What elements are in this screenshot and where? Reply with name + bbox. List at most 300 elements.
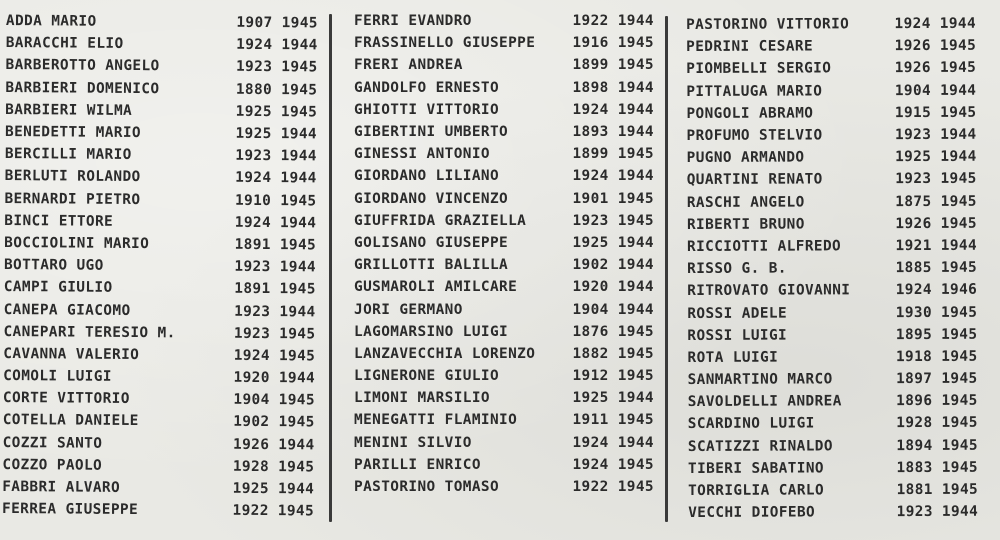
birth-year: 1923 xyxy=(233,325,271,342)
birth-year: 1923 xyxy=(234,258,271,276)
birth-year: 1924 xyxy=(894,16,931,33)
life-years xyxy=(236,81,318,98)
person-name: BOTTARO UGO xyxy=(3,257,104,274)
name-entry xyxy=(354,387,654,409)
life-years xyxy=(235,237,317,254)
name-entry xyxy=(354,165,654,187)
name-entry xyxy=(686,35,976,58)
birth-year: 1923 xyxy=(894,126,932,144)
life-years xyxy=(895,38,977,54)
death-year: 1945 xyxy=(617,212,654,229)
person-name: PITTALUGA MARIO xyxy=(686,83,823,100)
name-entry xyxy=(354,432,654,454)
person-name: MENEGATTI FLAMINIO xyxy=(354,412,518,429)
life-years xyxy=(572,324,654,340)
person-name: ADDA MARIO xyxy=(5,13,97,30)
birth-year: 1923 xyxy=(234,303,271,320)
birth-year: 1895 xyxy=(895,326,933,343)
birth-year: 1904 xyxy=(233,392,270,409)
birth-year: 1923 xyxy=(572,212,609,229)
life-years xyxy=(895,127,977,143)
name-entry xyxy=(5,99,317,124)
death-year: 1945 xyxy=(941,304,978,321)
person-name: TIBERI SABATINO xyxy=(687,460,824,477)
death-year: 1944 xyxy=(279,303,316,320)
life-years xyxy=(232,503,314,520)
birth-year: 1920 xyxy=(233,369,270,387)
death-year: 1945 xyxy=(617,368,654,385)
life-years xyxy=(572,457,654,473)
person-name: BARBIERI WILMA xyxy=(5,101,133,119)
birth-year: 1922 xyxy=(232,503,269,520)
person-name: SCARDINO LUIGI xyxy=(687,415,815,433)
death-year: 1945 xyxy=(277,503,315,520)
death-year: 1945 xyxy=(281,59,318,76)
birth-year: 1897 xyxy=(896,371,933,388)
name-entry xyxy=(5,143,317,168)
life-years xyxy=(572,124,654,140)
life-years xyxy=(572,479,654,495)
person-name: PASTORINO TOMASO xyxy=(354,479,500,496)
person-name: COZZI SANTO xyxy=(2,434,103,452)
birth-year: 1926 xyxy=(233,436,270,453)
name-entry xyxy=(688,434,978,457)
person-name: PONGOLI ABRAMO xyxy=(686,105,814,122)
death-year: 1945 xyxy=(617,146,654,163)
person-name: GUSMAROLI AMILCARE xyxy=(354,279,518,296)
birth-year: 1912 xyxy=(572,368,609,385)
person-name: SANMARTINO MARCO xyxy=(687,371,833,389)
name-entry xyxy=(5,121,317,146)
person-name: GIBERTINI UMBERTO xyxy=(354,124,509,141)
death-year: 1945 xyxy=(278,414,315,431)
life-years xyxy=(895,171,977,187)
life-years xyxy=(896,393,978,409)
person-name: BINCI ETTORE xyxy=(4,212,114,230)
life-years xyxy=(235,126,317,143)
life-years xyxy=(896,371,978,387)
death-year: 1945 xyxy=(941,459,979,476)
person-name: FABBRI ALVARO xyxy=(2,479,121,496)
name-entry xyxy=(686,13,976,36)
name-entry xyxy=(4,298,316,323)
birth-year: 1883 xyxy=(896,459,933,476)
life-years xyxy=(896,282,978,298)
life-years xyxy=(895,149,977,165)
name-entry xyxy=(6,32,318,57)
person-name: GOLISANO GIUSEPPE xyxy=(354,234,509,251)
birth-year: 1910 xyxy=(234,192,272,209)
person-name: RICCIOTTI ALFREDO xyxy=(686,238,842,255)
person-name: LIMONI MARSILIO xyxy=(354,390,490,407)
death-year: 1945 xyxy=(940,215,977,232)
name-entry xyxy=(3,387,315,412)
life-years xyxy=(233,392,315,409)
death-year: 1945 xyxy=(281,81,318,99)
person-name: GHIOTTI VITTORIO xyxy=(354,101,500,118)
death-year: 1946 xyxy=(940,282,978,299)
birth-year: 1882 xyxy=(572,345,609,362)
name-entry xyxy=(4,210,316,235)
death-year: 1944 xyxy=(280,170,317,187)
person-name: ROTA LUIGI xyxy=(687,349,779,366)
birth-year: 1920 xyxy=(572,279,609,296)
birth-year: 1876 xyxy=(572,323,609,340)
life-years xyxy=(897,482,979,498)
birth-year: 1925 xyxy=(235,103,273,120)
person-name: COTELLA DANIELE xyxy=(2,412,139,430)
life-years xyxy=(233,459,315,476)
life-years xyxy=(572,213,654,229)
name-entry xyxy=(687,190,977,213)
name-entry xyxy=(5,54,317,79)
birth-year: 1924 xyxy=(895,282,932,299)
birth-year: 1923 xyxy=(896,504,933,521)
death-year: 1945 xyxy=(617,412,654,429)
death-year: 1945 xyxy=(278,458,315,476)
person-name: FERRI EVANDRO xyxy=(354,13,472,30)
life-years xyxy=(233,481,315,498)
person-name: PASTORINO VITTORIO xyxy=(686,16,850,34)
life-years xyxy=(234,303,316,320)
names-column-1 xyxy=(2,10,318,523)
life-years xyxy=(896,460,978,476)
name-entry xyxy=(3,343,315,368)
life-years xyxy=(236,37,318,54)
death-year: 1944 xyxy=(941,503,979,521)
birth-year: 1925 xyxy=(572,234,609,251)
death-year: 1944 xyxy=(617,79,654,96)
name-entry xyxy=(2,498,314,523)
death-year: 1945 xyxy=(278,348,316,365)
death-year: 1944 xyxy=(277,481,315,498)
death-year: 1945 xyxy=(278,392,316,409)
death-year: 1945 xyxy=(280,192,317,210)
birth-year: 1924 xyxy=(236,37,273,54)
life-years xyxy=(234,370,316,387)
person-name: JORI GERMANO xyxy=(354,301,463,318)
life-years xyxy=(234,259,316,276)
life-years xyxy=(235,170,317,187)
name-entry xyxy=(687,146,977,169)
person-name: BARBEROTTO ANGELO xyxy=(5,57,160,75)
death-year: 1945 xyxy=(279,325,316,343)
birth-year: 1925 xyxy=(232,480,270,498)
life-years xyxy=(572,390,654,406)
life-years xyxy=(572,235,654,251)
name-entry xyxy=(687,235,977,258)
name-entry xyxy=(687,168,977,191)
name-entry xyxy=(354,54,654,76)
death-year: 1944 xyxy=(617,390,654,407)
person-name: GIUFFRIDA GRAZIELLA xyxy=(354,212,527,229)
name-entry xyxy=(688,501,978,524)
person-name: GRILLOTTI BALILLA xyxy=(354,257,509,274)
name-entry xyxy=(354,276,654,298)
death-year: 1945 xyxy=(941,326,978,343)
death-year: 1945 xyxy=(617,479,654,496)
death-year: 1944 xyxy=(280,214,317,232)
person-name: BERCILLI MARIO xyxy=(4,146,132,164)
life-years xyxy=(236,104,318,121)
person-name: PEDRINI CESARE xyxy=(686,38,814,56)
birth-year: 1899 xyxy=(572,57,609,74)
birth-year: 1902 xyxy=(572,257,609,274)
person-name: SAVOLDELLI ANDREA xyxy=(687,393,842,411)
death-year: 1945 xyxy=(940,104,977,121)
birth-year: 1907 xyxy=(236,14,273,32)
death-year: 1944 xyxy=(617,279,654,296)
life-years xyxy=(233,414,315,431)
death-year: 1944 xyxy=(617,168,654,185)
birth-year: 1880 xyxy=(235,81,273,98)
life-years xyxy=(235,215,317,232)
birth-year: 1904 xyxy=(894,82,932,99)
life-years xyxy=(234,281,316,298)
birth-year: 1926 xyxy=(894,60,932,77)
name-entry xyxy=(686,57,976,80)
name-entry xyxy=(4,187,316,212)
name-entry xyxy=(688,412,978,435)
person-name: PUGNO ARMANDO xyxy=(686,149,805,167)
life-years xyxy=(572,191,654,207)
person-name: CORTE VITTORIO xyxy=(2,390,130,408)
person-name: RASCHI ANGELO xyxy=(686,194,805,211)
names-column-3 xyxy=(686,13,978,525)
name-entry xyxy=(688,390,978,413)
death-year: 1944 xyxy=(940,237,978,254)
birth-year: 1898 xyxy=(572,79,609,96)
birth-year: 1930 xyxy=(895,304,933,321)
name-entry xyxy=(687,346,977,369)
life-years xyxy=(572,102,654,118)
name-entry xyxy=(686,101,976,124)
column-divider-right xyxy=(665,16,668,522)
person-name: BERLUTI ROLANDO xyxy=(4,168,141,186)
death-year: 1945 xyxy=(939,38,977,55)
life-years xyxy=(572,279,654,295)
name-entry xyxy=(687,212,977,235)
life-years xyxy=(895,82,977,98)
life-years xyxy=(233,436,315,453)
birth-year: 1901 xyxy=(572,190,609,207)
name-entry xyxy=(354,476,654,498)
birth-year: 1926 xyxy=(895,215,932,232)
name-entry xyxy=(4,232,316,257)
death-year: 1944 xyxy=(280,126,318,143)
birth-year: 1928 xyxy=(896,415,933,432)
death-year: 1944 xyxy=(278,370,316,387)
death-year: 1945 xyxy=(279,237,317,254)
death-year: 1945 xyxy=(617,190,654,207)
life-years xyxy=(572,257,654,273)
death-year: 1944 xyxy=(617,434,654,451)
column-divider-left xyxy=(329,14,332,522)
birth-year: 1923 xyxy=(895,171,932,188)
birth-year: 1921 xyxy=(895,237,932,255)
person-name: LIGNERONE GIULIO xyxy=(354,368,500,385)
death-year: 1945 xyxy=(281,15,318,32)
name-entry xyxy=(3,365,315,390)
birth-year: 1922 xyxy=(572,13,609,30)
death-year: 1945 xyxy=(940,193,977,210)
name-entry xyxy=(3,432,315,457)
birth-year: 1896 xyxy=(896,393,933,410)
person-name: GINESSI ANTONIO xyxy=(354,146,490,163)
birth-year: 1924 xyxy=(572,101,609,118)
death-year: 1945 xyxy=(941,393,978,410)
death-year: 1945 xyxy=(941,348,978,365)
life-years xyxy=(896,349,978,365)
name-entry xyxy=(354,77,654,99)
birth-year: 1925 xyxy=(572,390,609,407)
life-years xyxy=(895,105,977,121)
name-entry xyxy=(354,210,654,232)
name-entry xyxy=(354,409,654,431)
name-entry xyxy=(688,456,978,479)
person-name: GIORDANO VINCENZO xyxy=(354,190,509,207)
name-entry xyxy=(354,10,654,32)
person-name: PARILLI ENRICO xyxy=(354,456,481,473)
life-years xyxy=(895,60,977,76)
person-name: FERREA GIUSEPPE xyxy=(2,501,139,519)
name-entry xyxy=(5,165,317,190)
birth-year: 1925 xyxy=(235,125,272,143)
person-name: CAMPI GIULIO xyxy=(3,279,113,297)
name-entry xyxy=(354,143,654,165)
death-year: 1945 xyxy=(941,415,978,432)
birth-year: 1904 xyxy=(572,301,609,318)
birth-year: 1928 xyxy=(232,458,270,475)
birth-year: 1894 xyxy=(896,437,933,454)
life-years xyxy=(897,504,979,520)
name-entry xyxy=(2,476,314,501)
death-year: 1944 xyxy=(940,82,977,99)
person-name: BARACCHI ELIO xyxy=(5,35,124,53)
birth-year: 1915 xyxy=(894,104,932,121)
death-year: 1945 xyxy=(617,456,654,473)
life-years xyxy=(572,435,654,451)
name-entry xyxy=(5,77,317,102)
death-year: 1945 xyxy=(941,481,979,498)
birth-year: 1924 xyxy=(234,214,272,231)
person-name: BOCCIOLINI MARIO xyxy=(4,234,150,253)
person-name: MENINI SILVIO xyxy=(354,434,472,451)
death-year: 1944 xyxy=(617,13,654,30)
life-years xyxy=(572,57,654,73)
name-entry xyxy=(3,321,315,346)
name-entry xyxy=(354,121,654,143)
death-year: 1944 xyxy=(940,148,977,166)
person-name: COZZO PAOLO xyxy=(2,456,103,474)
person-name: VECCHI DIOFEBO xyxy=(688,504,816,522)
death-year: 1944 xyxy=(617,257,654,274)
names-column-2 xyxy=(354,10,654,498)
person-name: PROFUMO STELVIO xyxy=(686,127,823,145)
name-entry xyxy=(354,321,654,343)
person-name: ROSSI LUIGI xyxy=(687,327,788,344)
person-name: GANDOLFO ERNESTO xyxy=(354,79,500,96)
person-name: SCATIZZI RINALDO xyxy=(687,438,833,455)
death-year: 1945 xyxy=(617,323,654,340)
name-entry xyxy=(354,254,654,276)
person-name: RITROVATO GIOVANNI xyxy=(687,282,851,300)
death-year: 1945 xyxy=(617,345,654,362)
death-year: 1945 xyxy=(940,259,978,277)
life-years xyxy=(894,16,976,32)
birth-year: 1885 xyxy=(895,260,932,277)
death-year: 1945 xyxy=(617,57,654,74)
death-year: 1945 xyxy=(617,35,654,52)
name-entry xyxy=(354,298,654,320)
life-years xyxy=(896,437,978,453)
death-year: 1944 xyxy=(617,301,654,318)
death-year: 1944 xyxy=(617,101,654,118)
life-years xyxy=(572,346,654,362)
name-entry xyxy=(687,257,977,280)
life-years xyxy=(572,146,654,162)
name-entry xyxy=(687,323,977,346)
life-years xyxy=(895,238,977,254)
life-years xyxy=(896,326,978,342)
death-year: 1945 xyxy=(941,370,978,387)
person-name: ROSSI ADELE xyxy=(687,305,788,322)
life-years xyxy=(572,368,654,384)
birth-year: 1925 xyxy=(895,149,932,166)
person-name: GIORDANO LILIANO xyxy=(354,168,500,185)
life-years xyxy=(895,216,977,232)
death-year: 1945 xyxy=(279,281,316,298)
birth-year: 1926 xyxy=(894,38,931,55)
person-name: CANEPARI TERESIO M. xyxy=(3,323,176,342)
birth-year: 1916 xyxy=(572,35,609,52)
death-year: 1945 xyxy=(940,171,977,188)
life-years xyxy=(236,59,318,76)
death-year: 1945 xyxy=(939,60,977,77)
birth-year: 1924 xyxy=(233,347,271,364)
life-years xyxy=(235,192,317,209)
person-name: QUARTINI RENATO xyxy=(686,171,823,189)
birth-year: 1881 xyxy=(896,481,933,499)
name-entry xyxy=(4,254,316,279)
person-name: COMOLI LUIGI xyxy=(3,368,112,385)
life-years xyxy=(235,148,317,165)
name-entry xyxy=(3,409,315,434)
person-name: FRASSINELLO GIUSEPPE xyxy=(354,35,536,52)
name-entry xyxy=(354,454,654,476)
birth-year: 1923 xyxy=(235,59,273,76)
death-year: 1944 xyxy=(617,234,654,251)
name-entry xyxy=(354,365,654,387)
name-entry xyxy=(354,232,654,254)
birth-year: 1924 xyxy=(572,168,609,185)
name-entry xyxy=(688,368,978,391)
birth-year: 1893 xyxy=(572,124,609,141)
life-years xyxy=(896,304,978,320)
life-years xyxy=(572,13,654,29)
person-name: FRERI ANDREA xyxy=(354,57,463,74)
life-years xyxy=(896,415,978,431)
birth-year: 1924 xyxy=(572,456,609,473)
person-name: TORRIGLIA CARLO xyxy=(688,482,825,500)
death-year: 1944 xyxy=(940,126,977,143)
life-years xyxy=(572,168,654,184)
name-entry xyxy=(686,79,976,102)
name-entry xyxy=(686,124,976,147)
person-name: RISSO G. B. xyxy=(687,260,787,278)
birth-year: 1891 xyxy=(234,236,271,254)
birth-year: 1875 xyxy=(895,193,932,210)
